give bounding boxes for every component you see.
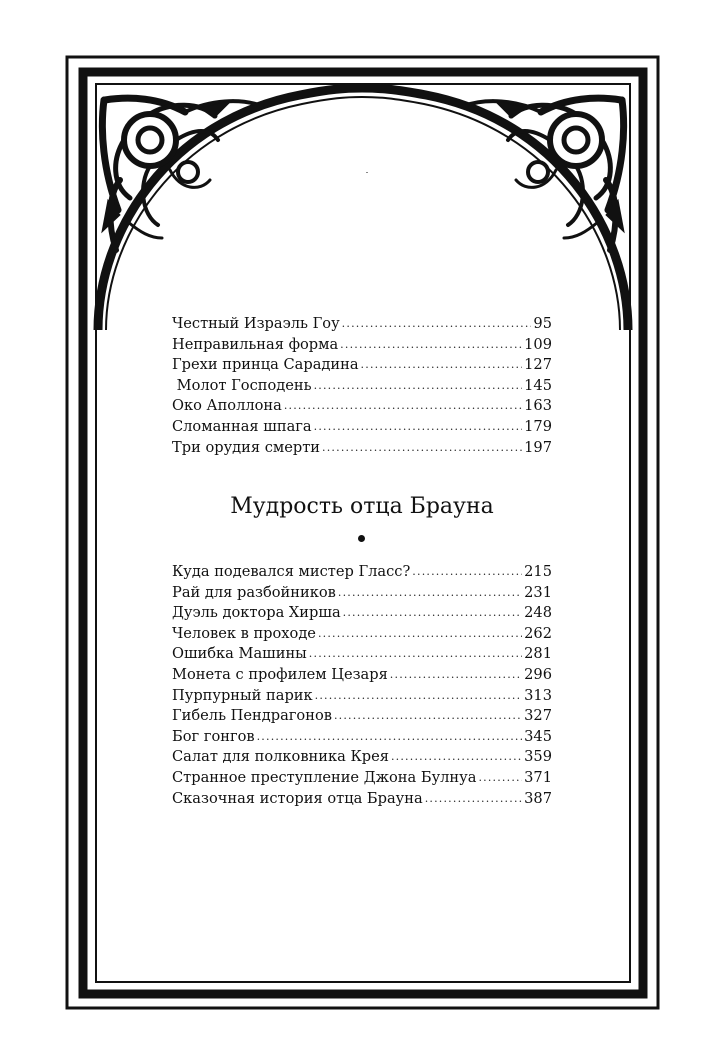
toc-leader	[391, 747, 522, 768]
outer-border	[67, 57, 658, 1008]
toc-page: 95	[533, 315, 552, 332]
toc-page: 248	[524, 604, 552, 622]
toc-row[interactable]	[172, 665, 552, 686]
toc-leader	[257, 727, 523, 748]
toc-page: 313	[524, 686, 552, 704]
toc-page: 215	[524, 563, 552, 580]
toc-page: 197	[524, 438, 552, 456]
toc-leader	[342, 314, 532, 335]
inner-border	[83, 72, 643, 994]
toc-leader	[315, 686, 523, 707]
toc-row[interactable]	[172, 768, 552, 789]
toc-page: 281	[524, 645, 552, 663]
toc-row[interactable]	[172, 396, 552, 417]
toc-page: 127	[524, 356, 552, 374]
section-dot-icon	[358, 535, 365, 542]
toc-page: 371	[524, 768, 552, 786]
toc-row[interactable]	[172, 376, 552, 397]
toc-title: Человек в проходе	[172, 624, 316, 642]
toc-row[interactable]	[172, 417, 552, 438]
toc-page: 179	[524, 417, 552, 435]
toc-page: 262	[524, 624, 552, 642]
toc-row[interactable]	[172, 603, 552, 624]
toc-leader	[338, 583, 522, 604]
toc-row[interactable]	[172, 686, 552, 707]
toc-leader	[314, 376, 523, 397]
toc-page: 163	[524, 397, 552, 415]
toc-title: Сказочная история отца Брауна	[172, 789, 423, 807]
toc-title: Дуэль доктора Хирша	[172, 604, 341, 622]
toc-row[interactable]	[172, 583, 552, 604]
toc-title: Молот Господень	[172, 376, 312, 394]
toc-row[interactable]	[172, 355, 552, 376]
toc-page: 327	[524, 707, 552, 725]
toc-page: 109	[524, 335, 552, 353]
toc-title: Рай для разбойников	[172, 583, 336, 601]
toc-page: 296	[524, 665, 552, 683]
toc-group-1	[172, 314, 552, 458]
toc-page: 345	[524, 727, 552, 745]
toc-row[interactable]	[172, 562, 552, 583]
section-heading: Мудрость отца Брауна	[230, 494, 494, 519]
print-speck	[366, 172, 368, 173]
toc-title: Грехи принца Сарадина	[172, 356, 359, 374]
toc-row[interactable]	[172, 624, 552, 645]
toc-leader	[425, 789, 522, 810]
toc-leader	[314, 417, 523, 438]
toc-leader	[284, 396, 522, 417]
toc-leader	[478, 768, 522, 789]
toc-page: 387	[524, 789, 552, 807]
toc-page: 231	[524, 583, 552, 601]
toc-title: Неправильная форма	[172, 335, 339, 353]
toc-page: 359	[524, 748, 552, 766]
toc-leader	[340, 335, 522, 356]
toc-leader	[334, 706, 522, 727]
toc-leader	[318, 624, 522, 645]
toc-title: Ошибка Машины	[172, 645, 307, 663]
toc-row[interactable]	[172, 314, 552, 335]
toc-row[interactable]	[172, 727, 552, 748]
toc-row[interactable]	[172, 644, 552, 665]
toc-leader	[322, 438, 522, 459]
inner-thin-border	[96, 84, 630, 982]
toc-row[interactable]	[172, 438, 552, 459]
toc-row[interactable]	[172, 789, 552, 810]
toc-title: Гибель Пендрагонов	[172, 707, 332, 725]
toc-title: Сломанная шпага	[172, 417, 312, 435]
toc-title: Бог гонгов	[172, 727, 255, 745]
toc-page: 145	[524, 376, 552, 394]
toc-title: Куда подевался мистер Гласс?	[172, 563, 411, 580]
toc-title: Пурпурный парик	[172, 686, 313, 704]
toc-title: Странное преступление Джона Булнуа	[172, 768, 477, 786]
toc-leader	[343, 603, 523, 624]
toc-title: Око Аполлона	[172, 397, 282, 415]
toc-leader	[309, 644, 522, 665]
toc-leader	[361, 355, 523, 376]
toc-title: Салат для полковника Крея	[172, 748, 389, 766]
toc-row[interactable]	[172, 706, 552, 727]
toc-group-2	[172, 562, 552, 809]
toc-row[interactable]	[172, 335, 552, 356]
toc-row[interactable]	[172, 747, 552, 768]
toc-leader	[412, 562, 522, 583]
toc-title: Три орудия смерти	[172, 438, 321, 456]
toc-leader	[390, 665, 522, 686]
toc-title: Монета с профилем Цезаря	[172, 665, 388, 683]
toc-title: Честный Израэль Гоу	[172, 315, 340, 332]
